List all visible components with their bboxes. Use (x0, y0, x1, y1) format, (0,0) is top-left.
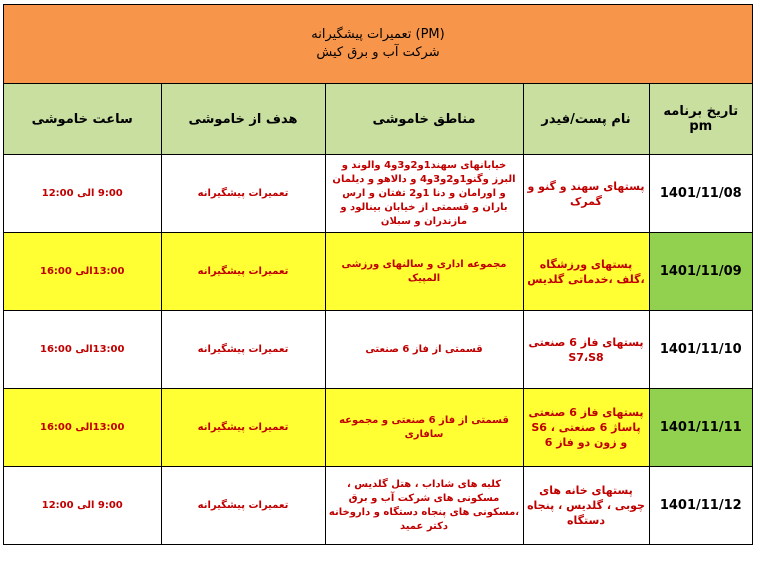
title-banner (4, 5, 752, 84)
cell-areas: کلبه های شاداب ، هتل گلدیس ، مسکونی های شرکت آب و برق ،مسکونی های پنجاه دستگاه و داروخانه دکتر عمید (325, 467, 523, 545)
cell-date: 1401/11/12 (649, 467, 752, 545)
title-line-2: شرکت آب و برق کیش (316, 45, 440, 60)
schedule-table (4, 84, 752, 544)
cell-areas: مجموعه اداری و سالنهای ورزشی المپیک (325, 233, 523, 311)
header-time: ساعت خاموشی (4, 84, 161, 155)
cell-time: 13:00الی 16:00 (4, 389, 161, 467)
cell-feeder: پستهای خانه های چوبی ، گلدیس ، پنجاه دستگاه (523, 467, 649, 545)
cell-feeder: پستهای فاز 6 صنعتی S7،S8 (523, 311, 649, 389)
cell-purpose: تعمیرات پیشگیرانه (161, 311, 325, 389)
cell-time: 13:00الی 16:00 (4, 233, 161, 311)
cell-feeder: پستهای ورزشگاه ،گلف ،خدماتی گلدیس (523, 233, 649, 311)
cell-date: 1401/11/08 (649, 155, 752, 233)
cell-purpose: تعمیرات پیشگیرانه (161, 233, 325, 311)
cell-date: 1401/11/09 (649, 233, 752, 311)
pm-schedule-sheet (3, 4, 753, 545)
cell-areas: قسمتی از فاز 6 صنعتی (325, 311, 523, 389)
cell-date: 1401/11/11 (649, 389, 752, 467)
cell-areas: قسمتی از فاز 6 صنعتی و مجموعه سافاری (325, 389, 523, 467)
cell-feeder: پستهای فاز 6 صنعتی پاساژ 6 صنعتی ، S6 و زون دو فاز 6 (523, 389, 649, 467)
header-date: تاریخ برنامه pm (649, 84, 752, 155)
table-row (4, 155, 752, 233)
cell-time: 13:00الی 16:00 (4, 311, 161, 389)
header-row (4, 84, 752, 155)
table-row (4, 467, 752, 545)
cell-areas: خیابانهای سهند1و2و3و4 والوند و البرز وگنو1و2و3و4 و دالاهو و دیلمان و اورامان و دنا 1و2 تفتان و ارس باران و قسمتی از خیابان بینالود و مازندران و سبلان (325, 155, 523, 233)
cell-purpose: تعمیرات پیشگیرانه (161, 389, 325, 467)
table-row (4, 311, 752, 389)
cell-feeder: پستهای سهند و گنو و گمرک (523, 155, 649, 233)
table-row (4, 389, 752, 467)
title-line-1: تعمیرات پیشگیرانه (PM) (311, 27, 445, 42)
cell-date: 1401/11/10 (649, 311, 752, 389)
header-areas: مناطق خاموشی (325, 84, 523, 155)
cell-purpose: تعمیرات پیشگیرانه (161, 467, 325, 545)
cell-time: 9:00 الی 12:00 (4, 155, 161, 233)
header-feeder: نام پست/فیدر (523, 84, 649, 155)
table-row (4, 233, 752, 311)
cell-time: 9:00 الی 12:00 (4, 467, 161, 545)
header-purpose: هدف از خاموشی (161, 84, 325, 155)
cell-purpose: تعمیرات پیشگیرانه (161, 155, 325, 233)
